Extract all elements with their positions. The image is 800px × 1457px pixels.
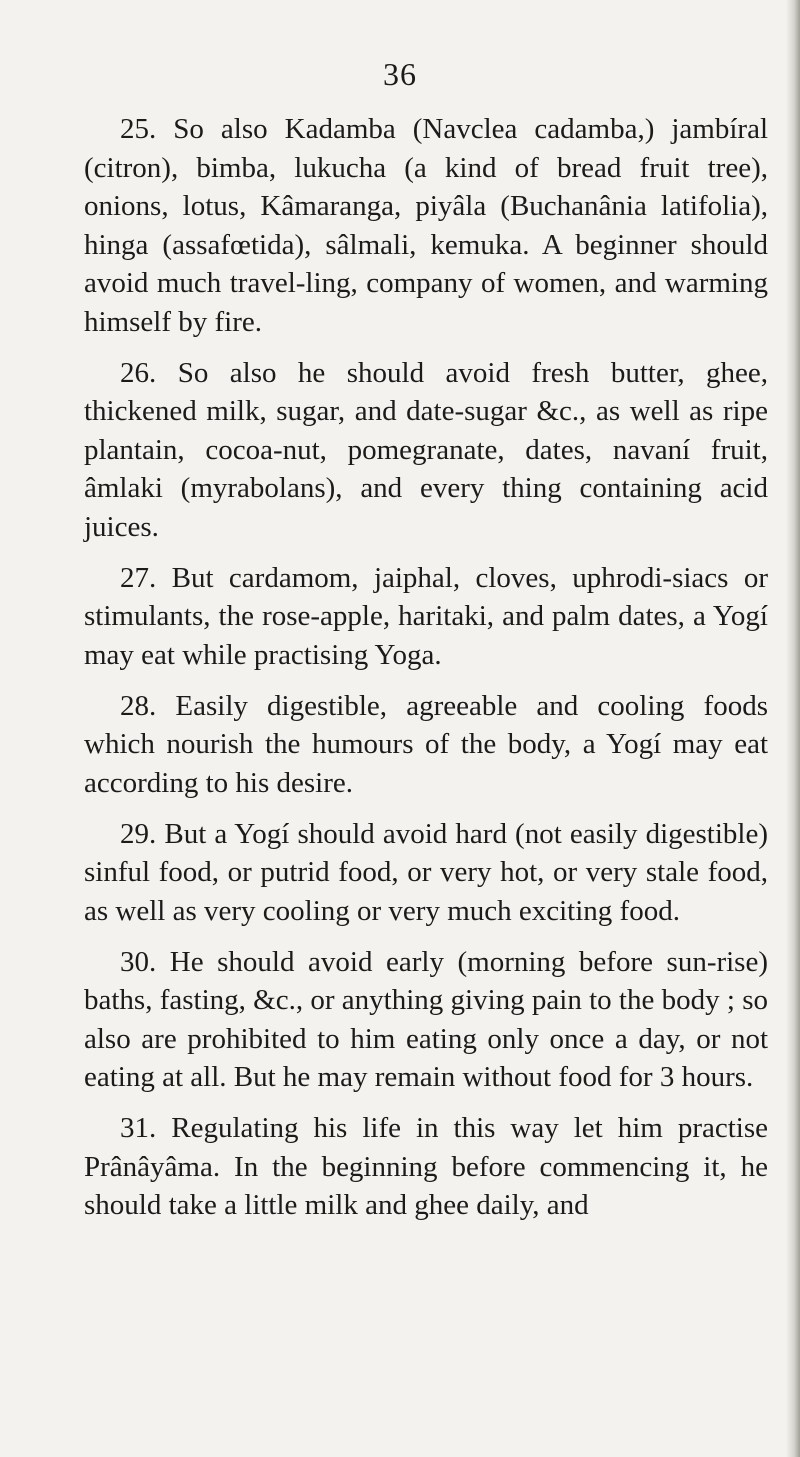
paragraph-text: But a Yogí should avoid hard (not easily digestible) sinful food, or putrid food, or very hot, or very stale food, as well as very cooling or very much exciting food. [84,817,769,927]
paragraph-text: He should avoid early (morning before sun-rise) baths, fasting, &c., or anything giving pain to the body ; so also are prohibited to him eating only once a day, or not eating at all. But he may remain without food for 3 hours. [84,945,768,1093]
paragraph-25 [84,110,768,341]
page-edge-shadow [786,0,800,1457]
paragraph-text: But cardamom, jaiphal, cloves, uphrodi-siacs or stimulants, the rose-apple, haritaki, and palm dates, a Yogí may eat while practising Yoga. [84,561,769,671]
paragraph-number: 30. [120,945,157,978]
paragraph-number: 26. [120,356,157,389]
page-number: 36 [383,56,417,92]
paragraph-text: So also he should avoid fresh butter, ghee, thickened milk, sugar, and date-sugar &c., as well as ripe plantain, cocoa-nut, pomegranate, dates, navaní fruit, âmlaki (myrabolans), and every thing containing acid juices. [84,356,769,543]
body-text [84,110,768,1237]
paragraph-text: So also Kadamba (Navclea cadamba,) jambíral (citron), bimba, lukucha (a kind of bread fruit tree), onions, lotus, Kâmaranga, piyâla (Buchanânia latifolia), hinga (assafœtida), sâlmali, kemuka. A beginner should avoid much travel-ling, company of women, and warming himself by fire. [84,113,768,338]
paragraph-27 [84,559,768,675]
paragraph-29 [84,815,768,931]
paragraph-number: 29. [120,817,157,850]
paragraph-26 [84,354,768,547]
paragraph-30 [84,943,768,1097]
paragraph-number: 28. [120,689,157,722]
paragraph-text: Easily digestible, agreeable and cooling foods which nourish the humours of the body, a Yogí may eat according to his desire. [84,689,769,799]
paragraph-number: 27. [120,561,157,594]
paragraph-number: 31. [120,1112,157,1144]
paragraph-31 [84,1109,768,1225]
paragraph-text: Regulating his life in this way let him practise Prânâyâma. In the beginning before commencing it, he should take a little milk and ghee daily, and [84,1112,768,1221]
paragraph-number: 25. [120,113,157,145]
paragraph-28 [84,687,768,803]
